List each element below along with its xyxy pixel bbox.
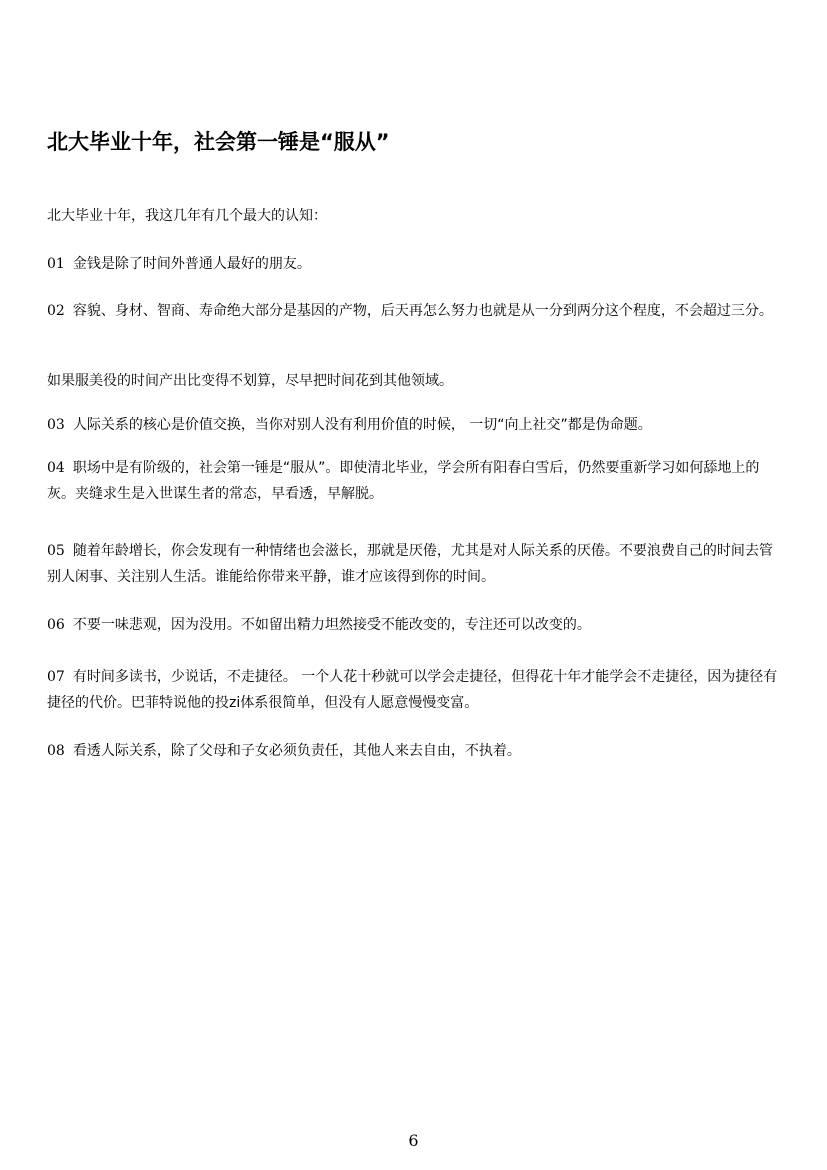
item-number: 08 xyxy=(47,743,65,759)
list-item xyxy=(47,251,782,277)
item-text: 人际关系的核心是价值交换，当你对别人没有利用价值的时候， 一切“向上社交”都是伪命题。 xyxy=(72,417,652,433)
item-text: 如果服美役的时间产出比变得不划算，尽早把时间花到其他领域。 xyxy=(47,373,453,389)
item-number: 07 xyxy=(47,669,65,685)
list-item xyxy=(47,368,782,394)
list-item xyxy=(47,612,782,638)
item-text: 有时间多读书，少说话，不走捷径。 一个人花十秒就可以学会走捷径，但得花十年才能学会不走捷径，因为捷径有捷径的代价。巴菲特说他的投zi体系很简单，但没有人愿意慢慢变富。 xyxy=(47,669,778,711)
item-text: 金钱是除了时间外普通人最好的朋友。 xyxy=(72,256,311,272)
list-item xyxy=(47,538,782,590)
item-number: 02 xyxy=(47,303,65,319)
item-number: 05 xyxy=(47,543,65,559)
item-text: 随着年龄增长，你会发现有一种情绪也会滋长，那就是厌倦，尤其是对人际关系的厌倦。不要浪费自己的时间去管别人闲事、关注别人生活。谁能给你带来平静，谁才应该得到你的时间。 xyxy=(47,543,773,585)
list-item xyxy=(47,738,782,764)
item-number: 04 xyxy=(47,460,65,476)
page-title: 北大毕业十年，社会第一锤是“服从” xyxy=(47,130,390,154)
item-text: 看透人际关系，除了父母和子女必须负责任，其他人来去自由，不执着。 xyxy=(72,743,521,759)
item-text: 不要一味悲观，因为没用。不如留出精力坦然接受不能改变的，专注还可以改变的。 xyxy=(72,617,591,633)
item-number: 01 xyxy=(47,256,65,272)
list-item xyxy=(47,664,782,716)
item-text: 职场中是有阶级的，社会第一锤是“服从”。即使清北毕业，学会所有阳春白雪后，仍然要重新学习如何舔地上的灰。夹缝求生是入世谋生者的常态，早看透，早解脱。 xyxy=(47,460,760,502)
list-item xyxy=(47,455,782,507)
intro-paragraph: 北大毕业十年，我这几年有几个最大的认知： xyxy=(47,208,327,224)
page-number: 6 xyxy=(408,1131,419,1150)
item-text: 容貌、身材、智商、寿命绝大部分是基因的产物，后天再怎么努力也就是从一分到两分这个程度，不会超过三分。 xyxy=(72,303,773,319)
item-number: 06 xyxy=(47,617,65,633)
list-item xyxy=(47,298,782,324)
item-number: 03 xyxy=(47,417,65,433)
list-item xyxy=(47,412,782,438)
